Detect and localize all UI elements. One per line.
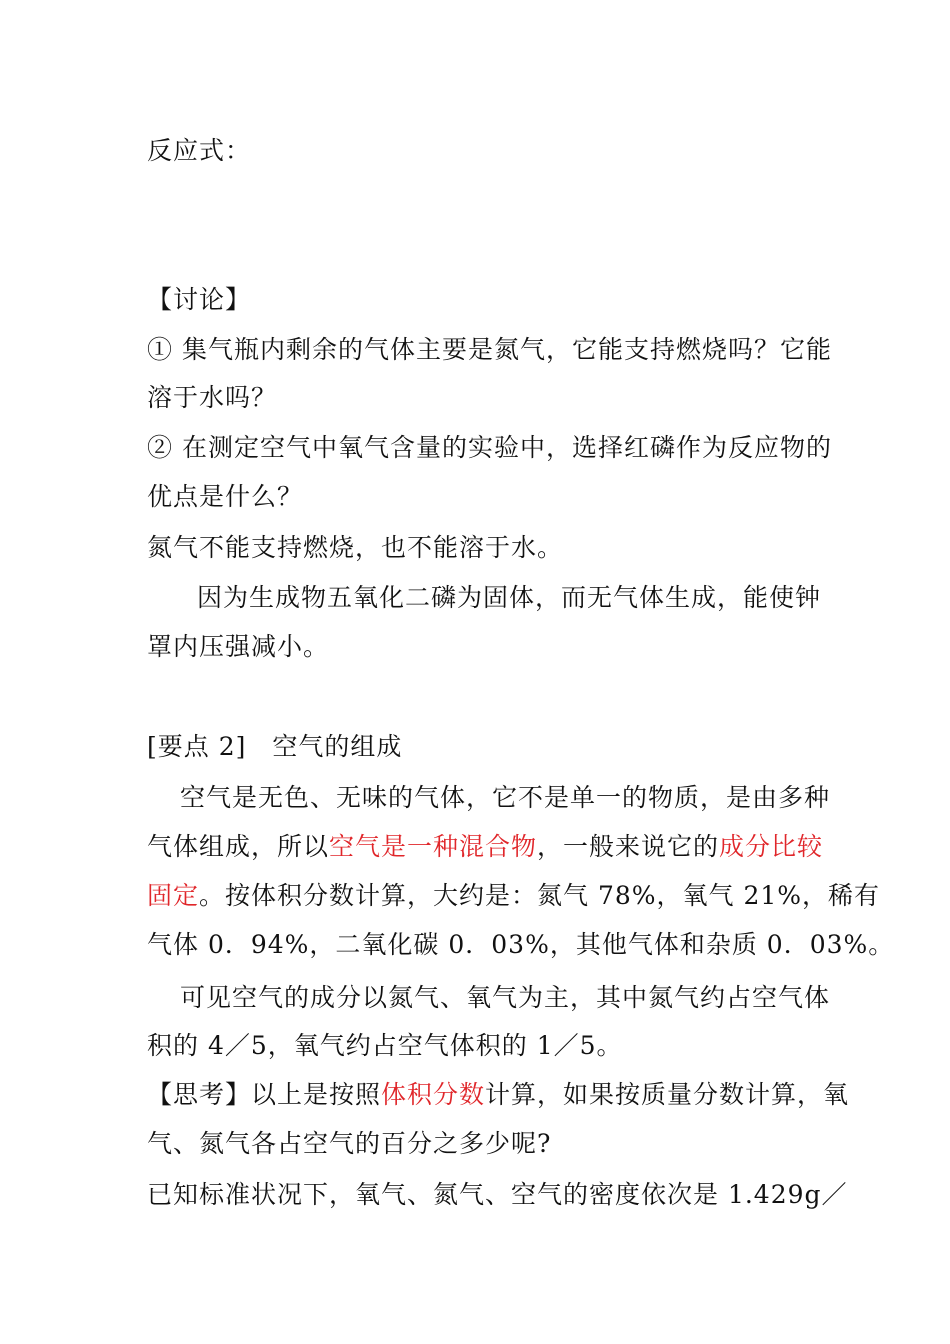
highlight-mixture: 空气是一种混合物 — [329, 832, 538, 861]
composition-para-line-3 — [147, 881, 881, 911]
answer-2-line-1: 因为生成物五氧化二磷为固体，而无气体生成，能使钟 — [197, 583, 822, 612]
composition-para-line-4: 气体 0．94%，二氧化碳 0．03%，其他气体和杂质 0．03%。 — [147, 930, 895, 959]
discussion-heading: 【讨论】 — [147, 285, 252, 314]
composition-para-line-2 — [147, 832, 824, 862]
question-2-line-1: ② 在测定空气中氧气含量的实验中，选择红磷作为反应物的 — [147, 433, 832, 462]
think-line-1 — [147, 1080, 850, 1110]
text-run: 计算，如果按质量分数计算，氧 — [485, 1080, 850, 1109]
text-run: 。按体积分数计算，大约是：氮气 78%，氧气 21%，稀有 — [199, 881, 881, 910]
text-run: ，一般来说它的 — [537, 832, 720, 861]
answer-1: 氮气不能支持燃烧，也不能溶于水。 — [147, 533, 564, 562]
answer-2-line-2: 罩内压强减小。 — [147, 632, 330, 661]
text-run: 【思考】以上是按照 — [147, 1080, 382, 1109]
composition-para-line-1: 空气是无色、无味的气体，它不是单一的物质，是由多种 — [180, 783, 831, 812]
reaction-label: 反应式： — [147, 136, 252, 165]
composition-para2-line-2: 积的 4／5，氧气约占空气体积的 1／5。 — [147, 1031, 623, 1060]
density-line: 已知标准状况下，氧气、氮气、空气的密度依次是 1.429g／ — [147, 1180, 848, 1209]
composition-para2-line-1: 可见空气的成分以氮气、氧气为主，其中氮气约占空气体 — [180, 983, 831, 1012]
highlight-fixed-composition: 成分比较 — [719, 832, 824, 861]
think-line-2: 气、氮气各占空气的百分之多少呢? — [147, 1129, 552, 1158]
key-point-2-heading: [要点 2] 空气的组成 — [147, 732, 403, 761]
highlight-fixed: 固定 — [147, 881, 200, 910]
highlight-volume-fraction: 体积分数 — [381, 1080, 486, 1109]
question-2-line-2: 优点是什么？ — [147, 482, 304, 511]
question-1-line-1: ① 集气瓶内剩余的气体主要是氮气，它能支持燃烧吗？它能 — [147, 335, 832, 364]
question-1-line-2: 溶于水吗？ — [147, 383, 278, 412]
text-run: 气体组成，所以 — [147, 832, 330, 861]
